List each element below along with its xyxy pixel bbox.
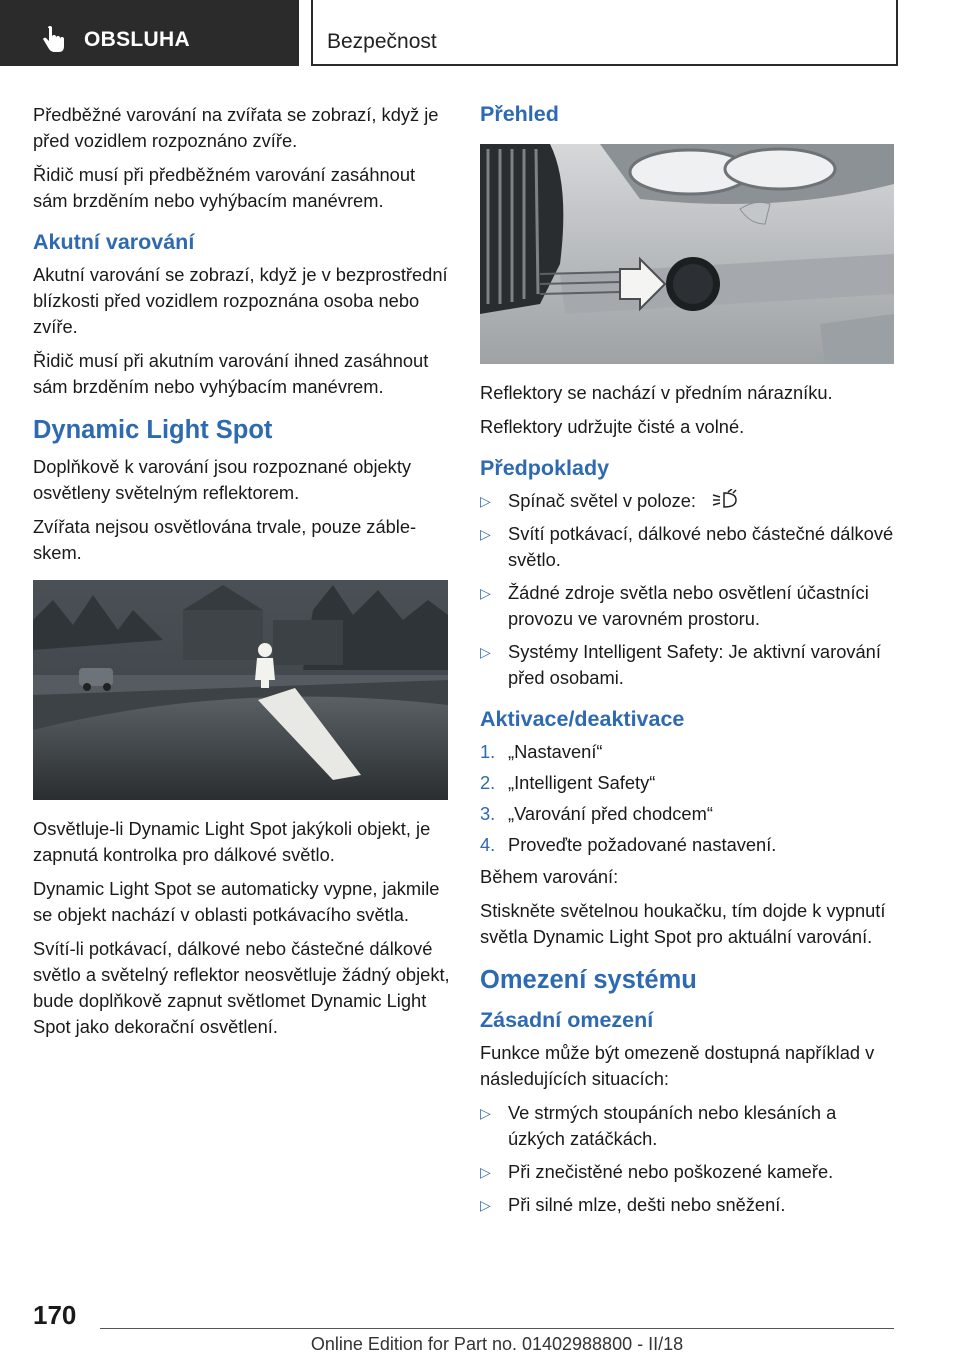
paragraph: Funkce může být omezeně dostupná například v následujících situacích: <box>480 1042 875 1089</box>
list-item: ▷ Systémy Intelligent Safety: Je aktivní varování před osobami. <box>480 641 881 688</box>
edition-footer: Online Edition for Part no. 01402988800 - II/18 <box>310 1334 684 1354</box>
paragraph: Dynamic Light Spot se automaticky vypne, jakmile se objekt nachází v oblasti potkávacího světla. <box>33 878 440 925</box>
paragraph: Během varování: <box>480 866 619 887</box>
triangle-bullet-icon: ▷ <box>480 1197 491 1213</box>
section-label: OBSLUHA <box>84 28 190 51</box>
paragraph: Zvířata nejsou osvětlována trvale, pouze zábleskem. <box>33 516 417 563</box>
footer-divider <box>100 1328 894 1329</box>
bumper-headlight-photo <box>480 144 894 364</box>
prerequisites-list <box>480 488 897 691</box>
list-item: 2. „Intelligent Safety“ <box>480 772 656 793</box>
list-item: ▷ Žádné zdroje světla nebo osvětlení účastníci provozu ve varovném prostoru. <box>480 582 869 629</box>
heading-dynamic-light-spot: Dynamic Light Spot <box>33 416 273 444</box>
paragraph: Řidič musí při předběžném varování zasáhnout sám brzděním nebo vyhýbacím manévrem. <box>33 164 416 211</box>
list-item: ▷ Ve strmých stoupáních nebo klesáních a úzkých zatáčkách. <box>480 1102 837 1149</box>
triangle-bullet-icon: ▷ <box>480 644 491 660</box>
paragraph: Předběžné varování na zvířata se zobrazí, když je před vozidlem rozpoznáno zvíře. <box>33 104 439 151</box>
paragraph: Stiskněte světelnou houkačku, tím dojde k vypnutí světla Dynamic Light Spot pro aktuální varování. <box>480 900 886 947</box>
right-column <box>480 100 897 1225</box>
limitations-list <box>480 1100 897 1218</box>
hand-pointer-icon <box>40 26 68 54</box>
list-item: 1. „Nastavení“ <box>480 741 603 762</box>
heading-zasadni: Zásadní omezení <box>480 1008 654 1032</box>
night-road-illustration <box>33 580 448 800</box>
list-item: ▷ Svítí potkávací, dálkové nebo částečné dálkové světlo. <box>480 523 894 570</box>
list-item: ▷ Spínač světel v poloze: <box>480 488 897 514</box>
steps-list <box>480 739 897 858</box>
list-item: 4. Proveďte požadované nastavení. <box>480 834 777 855</box>
light-switch-icon <box>711 489 739 511</box>
heading-akutni: Akutní varování <box>33 230 195 254</box>
chapter-label: Bezpečnost <box>327 30 437 53</box>
triangle-bullet-icon: ▷ <box>480 493 491 509</box>
list-item: ▷ Při silné mlze, dešti nebo sněžení. <box>480 1192 897 1218</box>
paragraph: Reflektory se nachází v předním nárazníku. <box>480 382 833 403</box>
heading-omezeni: Omezení systému <box>480 966 697 994</box>
paragraph: Řidič musí při akutním varování ihned zasáhnout sám brzděním nebo vyhýbacím manévrem. <box>33 350 429 397</box>
section-tab <box>0 0 299 66</box>
paragraph: Doplňkově k varování jsou rozpoznané objekty osvětleny světelným reflektorem. <box>33 456 412 503</box>
heading-aktivace: Aktivace/deaktivace <box>480 707 685 731</box>
page-number: 170 <box>33 1300 77 1330</box>
paragraph: Svítí-li potkávací, dálkové nebo částečné dálkové světlo a světelný reflektor neosvětluje žádný objekt, bude doplňkově zapnut světlomet Dynamic Light Spot jako dekorační osvětlení. <box>33 938 450 1037</box>
paragraph: Osvětluje-li Dynamic Light Spot jakýkoli objekt, je zapnutá kontrolka pro dálkové světlo. <box>33 818 431 865</box>
triangle-bullet-icon: ▷ <box>480 585 491 601</box>
triangle-bullet-icon: ▷ <box>480 1164 491 1180</box>
paragraph: Reflektory udržujte čisté a volné. <box>480 416 745 437</box>
list-item: 3. „Varování před chodcem“ <box>480 803 713 824</box>
heading-prehled: Přehled <box>480 102 559 126</box>
triangle-bullet-icon: ▷ <box>480 1105 491 1121</box>
left-column <box>33 102 450 1048</box>
chapter-tab <box>311 0 898 66</box>
list-item: ▷ Při znečistěné nebo poškozené kameře. <box>480 1159 897 1185</box>
triangle-bullet-icon: ▷ <box>480 526 491 542</box>
paragraph: Akutní varování se zobrazí, když je v bezprostřední blízkosti před vozidlem rozpoznána osoba nebo zvíře. <box>33 264 448 337</box>
heading-predpoklady: Předpoklady <box>480 456 610 480</box>
